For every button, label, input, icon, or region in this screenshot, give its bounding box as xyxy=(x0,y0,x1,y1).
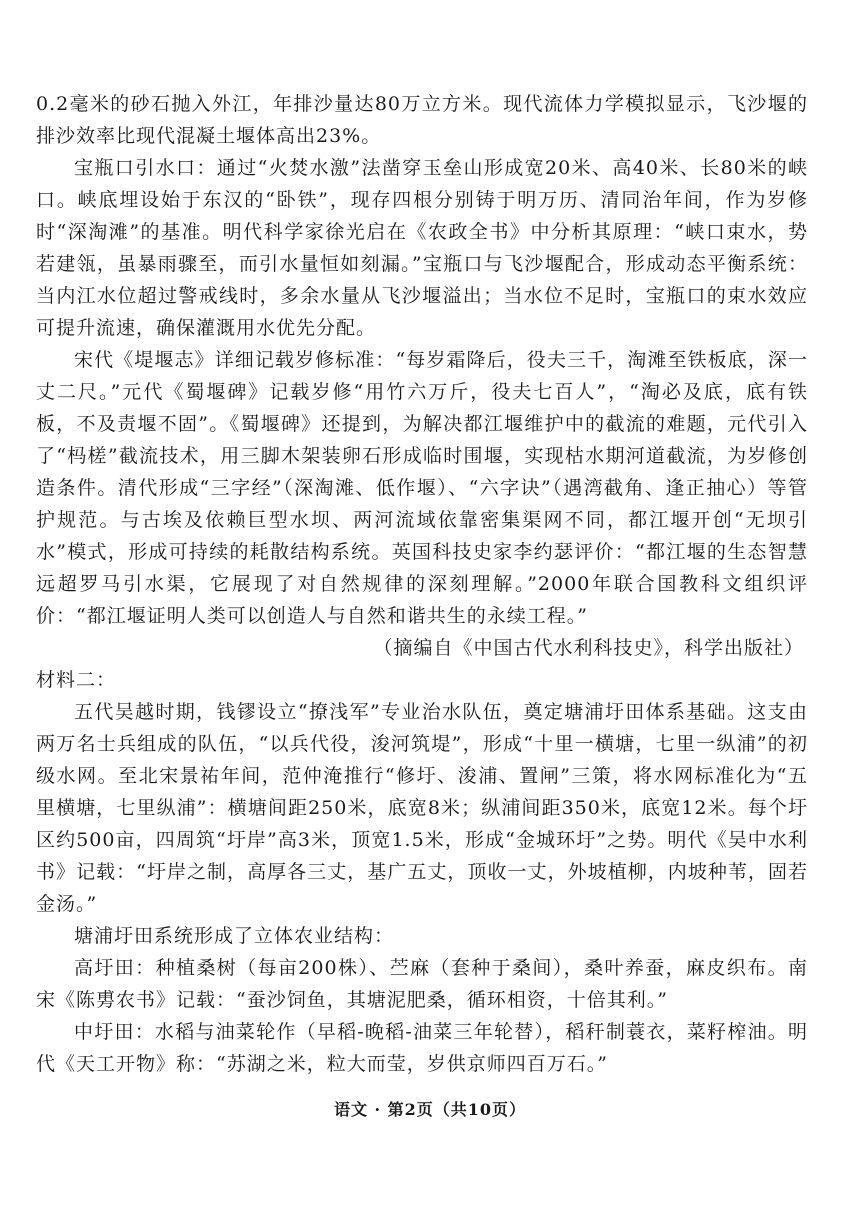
paragraph-structure-intro: 塘浦圩田系统形成了立体农业结构： xyxy=(74,925,395,947)
page-footer: 语文 · 第2页（共10页） xyxy=(333,1100,527,1119)
paragraph-baopingkou: 宝瓶口引水口：通过“火焚水激”法凿穿玉垒山形成宽20米、高40米、长80米的峡口。峡底埋设始于东汉的“卧铁”，现存四根分别铸于明万历、清同治年间，作为岁修时“深淘滩”的基准。明代科学家徐光启在《农政全书》中分析其原理：“峡口束水，势若建瓴，虽暴雨骤至，而引水量恒如刻漏。”宝瓶口与飞沙堰配合，形成动态平衡系统：当内江水位超过警戒线时，多余水量从飞沙堰溢出；当水位不足时，宝瓶口的束水效应可提升流速，确保灌溉用水优先分配。 xyxy=(36,157,808,339)
paragraph-annual-repair: 宋代《堤堰志》详细记载岁修标准：“每岁霜降后，役夫三千，淘滩至铁板底，深一丈二尺。”元代《蜀堰碑》记载岁修“用竹六万斤，役夫七百人”，“淘必及底，底有铁板，不及责堰不固”。《蜀堰碑》还提到，为解决都江堰维护中的截流的难题，元代引入了“杩槎”截流技术，用三脚木架装卵石形成临时围堰，实现枯水期河道截流，为岁修创造条件。清代形成“三字经”（深淘滩、低作堰）、“六字诀”（遇湾截角、逢正抽心）等管护规范。与古埃及依赖巨型水坝、两河流域依靠密集渠网不同，都江堰开创“无坝引水”模式，形成可持续的耗散结构系统。英国科技史家李约瑟评价：“都江堰的生态智慧远超罗马引水渠，它展现了对自然规律的深刻理解。”2000年联合国教科文组织评价：“都江堰证明人类可以创造人与自然和谐共生的永续工程。” xyxy=(36,349,808,627)
paragraph-wuyue: 五代吴越时期，钱镠设立“撩浅军”专业治水队伍，奠定塘浦圩田体系基础。这支由两万名士兵组成的队伍，“以兵代役，浚河筑堤”，形成“十里一横塘，七里一纵浦”的初级水网。至北宋景祐年间，范仲淹推行“修圩、浚浦、置闸”三策，将水网标准化为“五里横塘，七里纵浦”：横塘间距250米，底宽8米；纵浦间距350米，底宽12米。每个圩区约500亩，四周筑“圩岸”高3米，顶宽1.5米，形成“金城环圩”之势。明代《吴中水利书》记载：“圩岸之制，高厚各三丈，基广五丈，顶收一丈，外坡植柳，内坡种苇，固若金汤。” xyxy=(36,701,808,915)
source-citation: （摘编自《中国古代水利科技史》，科学出版社） xyxy=(373,637,804,659)
material-two-label: 材料二： xyxy=(36,669,117,691)
paragraph-middle-field: 中圩田：水稻与油菜轮作（早稻-晚稻-油菜三年轮替），稻秆制蓑衣，菜籽榨油。明代《天工开物》称：“苏湖之米，粒大而莹，岁供京师四百万石。” xyxy=(36,1021,808,1075)
paragraph-high-field: 高圩田：种植桑树（每亩200株）、苎麻（套种于桑间），桑叶养蚕，麻皮织布。南宋《陈旉农书》记载：“蚕沙饲鱼，其塘泥肥桑，循环相资，十倍其利。” xyxy=(36,957,808,1011)
paragraph-continued: 0.2毫米的砂石抛入外江，年排沙量达80万立方米。现代流体力学模拟显示，飞沙堰的排沙效率比现代混凝土堰体高出23%。 xyxy=(36,93,808,147)
body-text xyxy=(36,88,808,1080)
